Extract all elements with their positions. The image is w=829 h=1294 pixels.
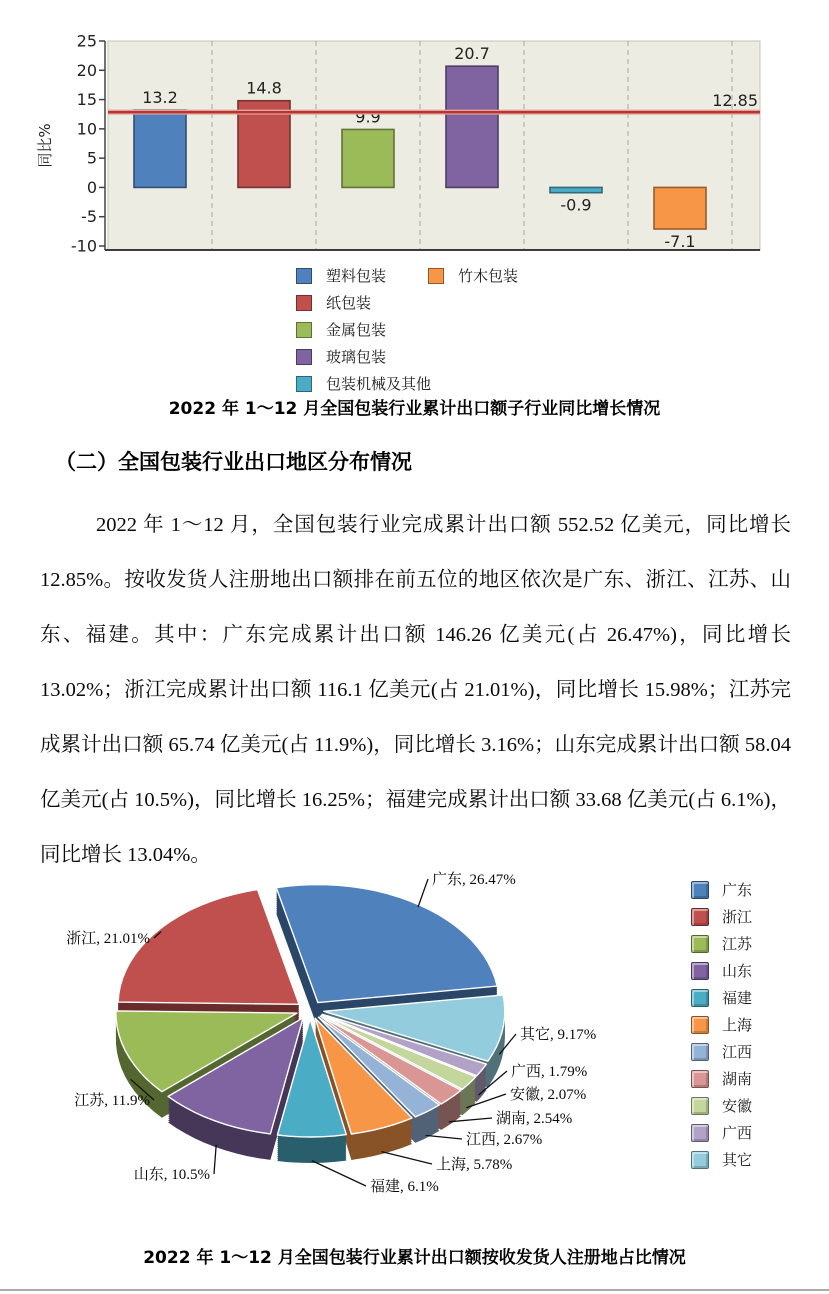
bar-chart-caption: 2022 年 1～12 月全国包装行业累计出口额子行业同比增长情况 — [168, 399, 661, 419]
pie-chart-caption: 2022 年 1～12 月全国包装行业累计出口额按收发货人注册地占比情况 — [143, 1248, 686, 1268]
bar-value-label: 13.2 — [142, 88, 178, 108]
legend-swatch — [296, 295, 312, 311]
y-tick-label: 25 — [76, 31, 97, 51]
legend-item — [691, 1065, 752, 1092]
pie-slice-label: 上海, 5.78% — [436, 1157, 513, 1173]
legend-item — [428, 262, 518, 289]
legend-label: 广东 — [722, 883, 753, 899]
legend-item — [296, 262, 431, 289]
legend-swatch — [296, 322, 312, 338]
bar-legend-column — [296, 262, 431, 397]
legend-item — [691, 984, 752, 1011]
legend-label: 安徽 — [722, 1099, 753, 1115]
bar-value-label: -0.9 — [560, 195, 592, 215]
y-tick-label: 5 — [86, 148, 97, 168]
pie-slice-label: 山东, 10.5% — [133, 1167, 210, 1183]
pie-slice-label: 福建, 6.1% — [370, 1179, 439, 1195]
bar — [550, 187, 602, 192]
legend-swatch — [296, 349, 312, 365]
bar-value-label: 20.7 — [454, 44, 490, 64]
legend-item — [691, 930, 752, 957]
bar-value-label: 14.8 — [246, 78, 282, 98]
legend-item — [691, 1146, 752, 1173]
pie-slice-label: 广东, 26.47% — [432, 872, 516, 888]
y-tick-label: 15 — [76, 90, 97, 110]
bar-legend-column — [428, 262, 518, 289]
legend-label: 江西 — [722, 1045, 753, 1061]
legend-item — [296, 370, 431, 397]
legend-swatch — [691, 1097, 709, 1115]
legend-swatch — [691, 1151, 709, 1169]
legend-item — [691, 903, 752, 930]
pie-leader-line — [426, 1135, 462, 1139]
y-axis-title: 同比% — [36, 123, 54, 168]
legend-item — [296, 289, 431, 316]
legend-swatch — [691, 1016, 709, 1034]
legend-label: 江苏 — [722, 937, 753, 953]
legend-label: 纸包装 — [326, 296, 372, 312]
pie-slice-label: 浙江, 21.01% — [66, 931, 150, 947]
bar-chart — [0, 0, 829, 260]
y-tick-label: -5 — [81, 207, 97, 227]
legend-swatch — [691, 935, 709, 953]
bar — [654, 187, 706, 229]
legend-swatch — [691, 1043, 709, 1061]
legend-label: 玻璃包装 — [326, 350, 387, 366]
pie-leader-line — [214, 1145, 216, 1174]
bar-chart-legend — [296, 262, 716, 392]
pie-slice-label: 安徽, 2.07% — [510, 1087, 587, 1103]
pie-slice-label: 其它, 9.17% — [520, 1027, 597, 1043]
legend-label: 浙江 — [722, 910, 753, 926]
legend-swatch — [296, 376, 312, 392]
pie-chart-legend — [691, 876, 752, 1173]
legend-label: 广西 — [722, 1126, 753, 1142]
legend-item — [691, 957, 752, 984]
ref-line-label: 12.85 — [712, 91, 758, 111]
body-paragraph: 2022 年 1～12 月，全国包装行业完成累计出口额 552.52 亿美元，同比增长 12.85%。按收发货人注册地出口额排在前五位的地区依次是广东、浙江、江苏、山东、福建。其中：广东完成累计出口额 146.26 亿美元(占 26.47%)，同比增长 13.02%；浙江完成累计出口额 116.1 亿美元(占 21.01%)，同比增长 15.98%；江苏完成累计出口额 65.74 亿美元(占 11.9%)，同比增长 3.16%；山东完成累计出口额 58.04 亿美元(占 10.5%)，同比增长 16.25%；福建完成累计出口额 33.68 亿美元(占 6.1%)，同比增长 13.04%。 — [40, 514, 791, 866]
bar-value-label: -7.1 — [664, 232, 696, 252]
legend-label: 福建 — [722, 991, 753, 1007]
legend-swatch — [691, 989, 709, 1007]
legend-swatch — [428, 268, 444, 284]
y-tick-label: 0 — [86, 177, 97, 197]
bar-value-label: 9.9 — [355, 107, 381, 127]
bar — [134, 110, 186, 187]
legend-label: 上海 — [722, 1018, 753, 1034]
pie-leader-line — [312, 1161, 366, 1186]
legend-label: 塑料包装 — [326, 269, 387, 285]
legend-label: 竹木包装 — [458, 269, 519, 285]
legend-swatch — [691, 1070, 709, 1088]
legend-label: 金属包装 — [326, 323, 387, 339]
legend-item — [691, 1038, 752, 1065]
pie-leader-line — [382, 1152, 433, 1164]
pie-slice-label: 江西, 2.67% — [466, 1132, 543, 1148]
y-tick-label: -10 — [70, 236, 97, 256]
legend-item — [296, 316, 431, 343]
legend-swatch — [691, 962, 709, 980]
legend-swatch — [691, 908, 709, 926]
legend-swatch — [296, 268, 312, 284]
legend-label: 其它 — [722, 1153, 753, 1169]
legend-item — [691, 1092, 752, 1119]
page-bottom-divider — [0, 1289, 829, 1291]
legend-item — [691, 1011, 752, 1038]
bar — [446, 66, 498, 187]
pie-slice-label: 江苏, 11.9% — [74, 1093, 150, 1109]
legend-label: 山东 — [722, 964, 753, 980]
y-tick-label: 10 — [76, 119, 97, 139]
legend-label: 湖南 — [722, 1072, 753, 1088]
pie-slice-label: 湖南, 2.54% — [496, 1111, 573, 1127]
legend-item — [691, 1119, 752, 1146]
legend-swatch — [691, 1124, 709, 1142]
legend-swatch — [691, 881, 709, 899]
legend-item — [296, 343, 431, 370]
legend-label: 包装机械及其他 — [326, 377, 432, 393]
bar — [342, 129, 394, 187]
pie-leader-line — [418, 879, 428, 907]
section-heading: （二）全国包装行业出口地区分布情况 — [55, 450, 412, 474]
legend-item — [691, 876, 752, 903]
pie-slice-label: 广西, 1.79% — [511, 1064, 588, 1080]
y-tick-label: 20 — [76, 60, 97, 80]
